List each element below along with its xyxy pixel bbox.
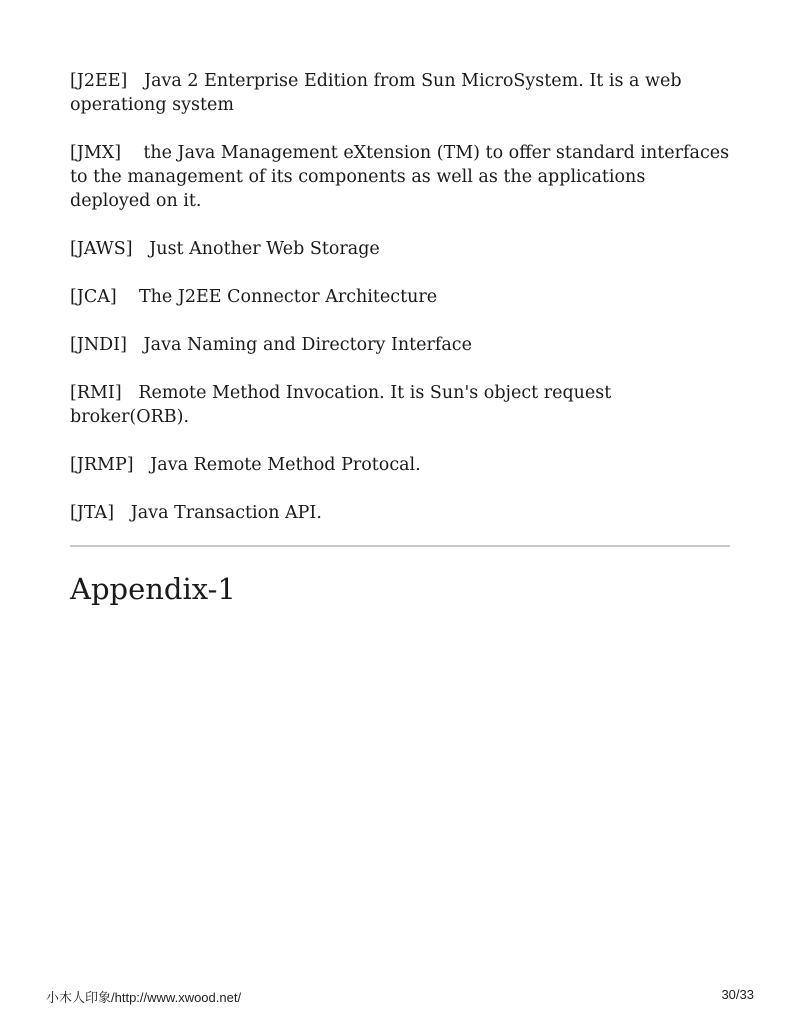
glossary-definition: Java Transaction API. bbox=[130, 503, 322, 523]
glossary-definition: Java Naming and Directory Interface bbox=[143, 335, 472, 355]
glossary-entry-jta bbox=[70, 501, 730, 525]
term-gap bbox=[121, 141, 143, 165]
glossary-definition: Java Remote Method Protocal. bbox=[150, 455, 421, 475]
glossary-entry-jaws bbox=[70, 237, 730, 261]
term-gap bbox=[122, 381, 139, 405]
footer-site: 小木人印象/http://www.xwood.net/ bbox=[46, 990, 242, 1005]
glossary-definition: Just Another Web Storage bbox=[149, 239, 380, 259]
glossary-definition: Remote Method Invocation. It is Sun's object request broker(ORB). bbox=[70, 383, 617, 427]
page-footer bbox=[46, 987, 754, 1006]
glossary-term: [JTA] bbox=[70, 503, 115, 523]
glossary-entry-jndi bbox=[70, 333, 730, 357]
term-gap bbox=[133, 237, 150, 261]
glossary-definition: The J2EE Connector Architecture bbox=[138, 287, 438, 307]
glossary-content bbox=[70, 69, 735, 607]
glossary-entry-j2ee bbox=[70, 69, 730, 117]
glossary-definition: the Java Management eXtension (TM) to offer standard interfaces to the management of its components as well as the applications deployed on it. bbox=[70, 143, 735, 211]
glossary-term: [JMX] bbox=[70, 143, 122, 163]
glossary-term: [JCA] bbox=[70, 287, 117, 307]
term-gap bbox=[117, 285, 139, 309]
glossary-entry-jrmp bbox=[70, 453, 730, 477]
page-number: 30/33 bbox=[721, 987, 754, 1002]
glossary-term: [J2EE] bbox=[70, 71, 128, 91]
glossary-term: [JAWS] bbox=[70, 239, 133, 259]
glossary-term: [RMI] bbox=[70, 383, 122, 403]
term-gap bbox=[114, 501, 131, 525]
glossary-entry-jca bbox=[70, 285, 730, 309]
glossary-term: [JRMP] bbox=[70, 455, 134, 475]
section-heading: Appendix-1 bbox=[70, 572, 236, 606]
glossary-term: [JNDI] bbox=[70, 335, 127, 355]
term-gap bbox=[134, 453, 151, 477]
glossary-entry-jmx bbox=[70, 141, 735, 213]
section-divider bbox=[70, 545, 730, 547]
term-gap bbox=[127, 69, 144, 93]
glossary-definition: Java 2 Enterprise Edition from Sun MicroSystem. It is a web operationg system bbox=[70, 71, 688, 115]
term-gap bbox=[127, 333, 144, 357]
glossary-entry-rmi bbox=[70, 381, 730, 429]
